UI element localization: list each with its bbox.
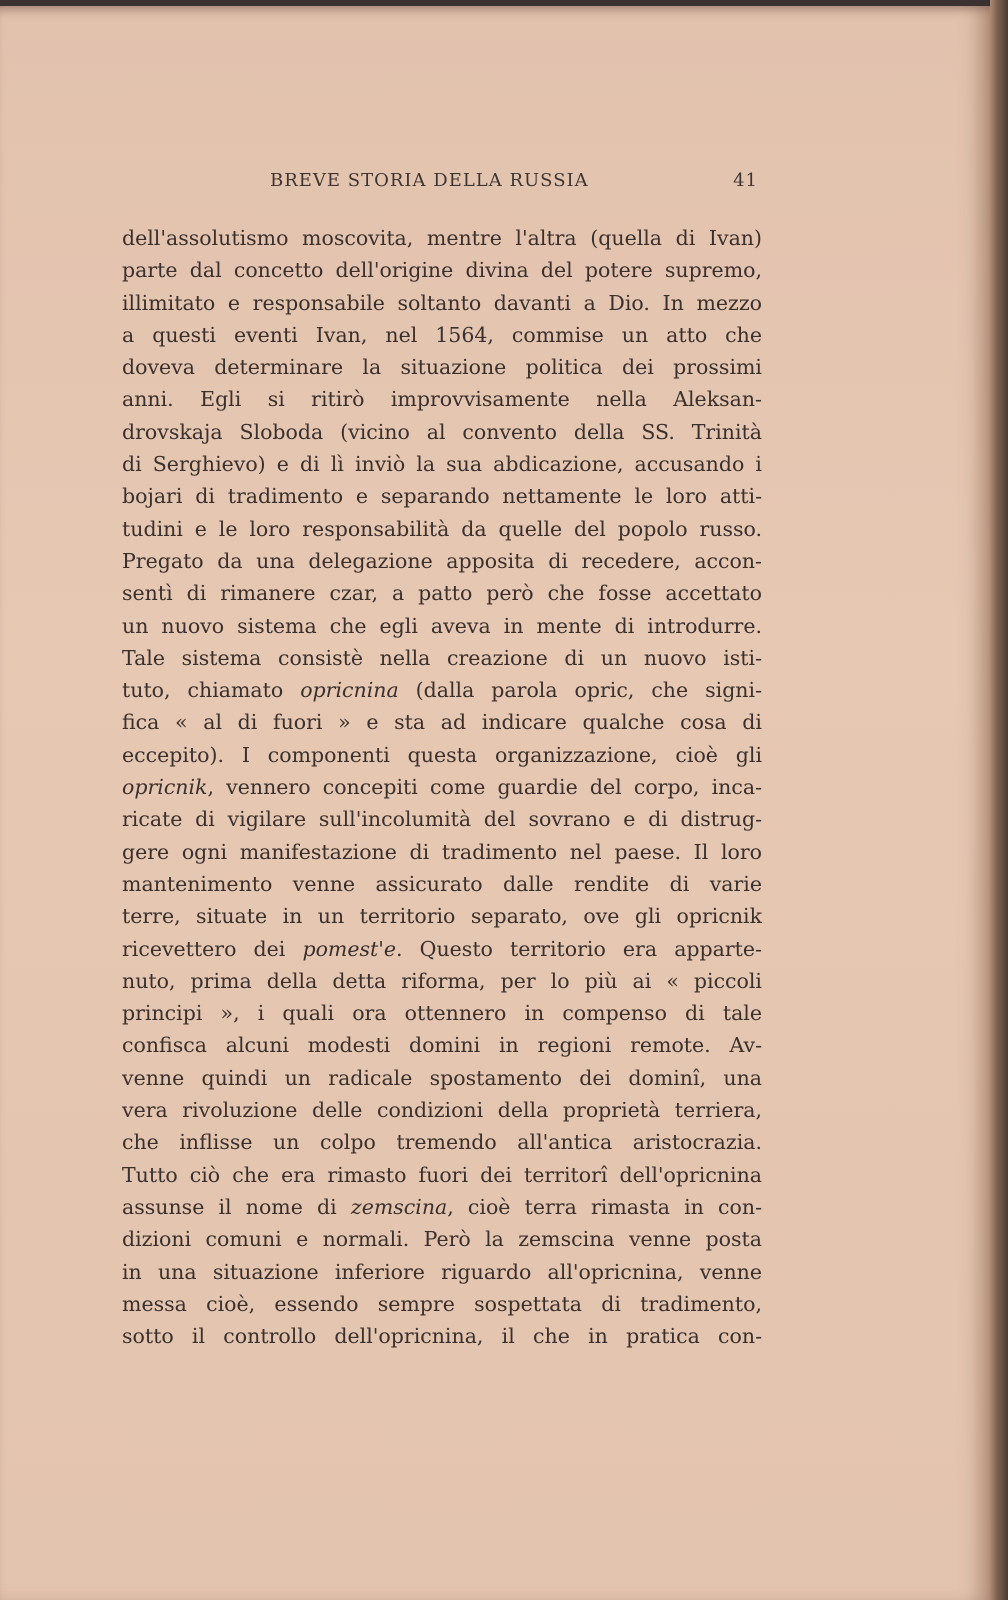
text-segment: tuto, chiamato — [122, 678, 301, 703]
text-line — [122, 771, 762, 803]
text-line: mantenimento venne assicurato dalle rendite di varie — [122, 871, 762, 896]
text-segment: ricevettero dei — [122, 936, 303, 961]
text-line: di Serghievo) e di lì inviò la sua abdicazione, accusando i — [122, 452, 762, 477]
page-number: 41 — [733, 170, 758, 191]
italic-term: pomest'e — [302, 936, 397, 961]
text-line: principi », i quali ora ottennero in compenso di tale — [122, 1001, 762, 1026]
text-line: eccepito). I componenti questa organizzazione, cioè gli — [122, 742, 762, 767]
text-line: in una situazione inferiore riguardo all'opricnina, venne — [122, 1259, 762, 1284]
italic-term: opricnina — [300, 678, 399, 703]
text-line: un nuovo sistema che egli aveva in mente di introdurre. — [122, 613, 762, 638]
page-header — [122, 166, 762, 196]
body-text — [122, 222, 762, 1352]
text-line: venne quindi un radicale spostamento dei dominî, una — [122, 1065, 762, 1090]
text-line: doveva determinare la situazione politica dei prossimi — [122, 355, 762, 380]
text-line: ricate di vigilare sull'incolumità del sovrano e di distrug- — [122, 807, 762, 832]
text-line: Tale sistema consistè nella creazione di un nuovo isti- — [122, 645, 762, 670]
text-line: illimitato e responsabile soltanto davanti a Dio. In mezzo — [122, 290, 762, 315]
page-edge — [990, 0, 1008, 1600]
book-page — [0, 6, 990, 1600]
text-line: sotto il controllo dell'opricnina, il che in pratica con- — [122, 1324, 762, 1349]
text-line: nuto, prima della detta riforma, per lo più ai « piccoli — [122, 968, 762, 993]
text-line: a questi eventi Ivan, nel 1564, commise un atto che — [122, 322, 762, 347]
text-line: messa cioè, essendo sempre sospettata di tradimento, — [122, 1291, 762, 1316]
italic-term: opricnik — [122, 775, 208, 800]
text-line: gere ogni manifestazione di tradimento nel paese. Il loro — [122, 839, 762, 864]
text-line: anni. Egli si ritirò improvvisamente nella Aleksan- — [122, 387, 762, 412]
text-line: confisca alcuni modesti domini in regioni remote. Av- — [122, 1033, 762, 1058]
text-line: drovskaja Sloboda (vicino al convento della SS. Trinità — [122, 419, 762, 444]
text-line: terre, situate in un territorio separato, ove gli opricnik — [122, 904, 762, 929]
text-segment: , vennero concepiti come guardie del corpo, inca- — [207, 775, 762, 800]
running-title: BREVE STORIA DELLA RUSSIA — [270, 170, 589, 191]
italic-term: zemscina — [350, 1194, 448, 1219]
text-segment: , cioè terra rimasta in con- — [447, 1194, 762, 1219]
text-line: che inflisse un colpo tremendo all'antica aristocrazia. — [122, 1130, 762, 1155]
text-line: Pregato da una delegazione apposita di recedere, accon- — [122, 548, 762, 573]
text-line: parte dal concetto dell'origine divina del potere supremo, — [122, 258, 762, 283]
text-line: dizioni comuni e normali. Però la zemscina venne posta — [122, 1227, 762, 1252]
text-line — [122, 933, 762, 965]
text-line: sentì di rimanere czar, a patto però che fosse accettato — [122, 581, 762, 606]
text-line: fica « al di fuori » e sta ad indicare qualche cosa di — [122, 710, 762, 735]
text-line: tudini e le loro responsabilità da quelle del popolo russo. — [122, 516, 762, 541]
text-segment: assunse il nome di — [122, 1194, 351, 1219]
text-line: bojari di tradimento e separando nettamente le loro atti- — [122, 484, 762, 509]
text-line: Tutto ciò che era rimasto fuori dei territorî dell'opricnina — [122, 1162, 762, 1187]
text-segment: . Questo territorio era apparte- — [396, 936, 762, 961]
text-line — [122, 1191, 762, 1223]
text-segment: (dalla parola opric, che signi- — [398, 678, 762, 703]
text-line: dell'assolutismo moscovita, mentre l'altra (quella di Ivan) — [122, 226, 762, 250]
text-line: vera rivoluzione delle condizioni della proprietà terriera, — [122, 1098, 762, 1123]
text-line — [122, 674, 762, 706]
